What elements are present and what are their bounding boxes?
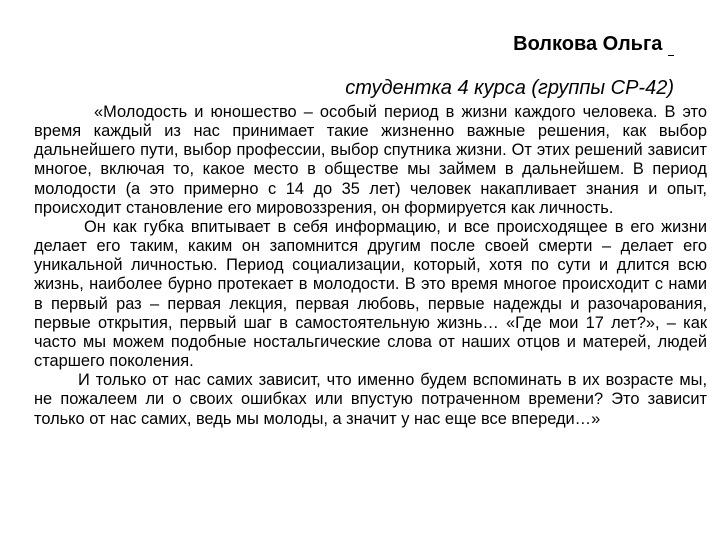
author-subtitle: студентка 4 курса (группы СР-42) [345, 77, 674, 99]
author-name [513, 33, 674, 56]
paragraph-3: И только от нас самих зависит, что именно будем вспоминать в их возрасте мы, не пожалеем ли о своих ошибках или впустую потраченном времени? Это зависит только от нас самих, ведь мы молоды, а значит у нас еще все впереди…» [34, 371, 707, 428]
essay-body [34, 103, 707, 429]
paragraph-1: «Молодость и юношество – особый период в жизни каждого человека. В это время каждый из нас принимает такие жизненно важные решения, как выбор дальнейшего пути, выбор профессии, выбор спутника жизни. От этих решений зависит многое, включая то, какое место в обществе мы займем в дальнейшем. В период молодости (а это примерно с 14 до 35 лет) человек накапливает знания и опыт, происходит становление его мировоззрения, он формируется как личность. [34, 103, 707, 217]
author-name-text: Волкова Ольга [513, 33, 663, 55]
author-underline [668, 37, 674, 56]
paragraph-2: Он как губка впитывает в себя информацию, и все происходящее в его жизни делает его таким, каким он запомнится другим после своей смерти – делает его уникальной личностью. Период социализации, который, хотя по сути и длится всю жизнь, наиболее бурно протекает в молодости. В это время многое происходит с нами в первый раз – первая лекция, первая любовь, первые надежды и разочарования, первые открытия, первый шаг в самостоятельную жизнь… «Где мои 17 лет?», – как часто мы можем подобные ностальгические слова от наших отцов и матерей, людей старшего поколения. [34, 217, 707, 371]
